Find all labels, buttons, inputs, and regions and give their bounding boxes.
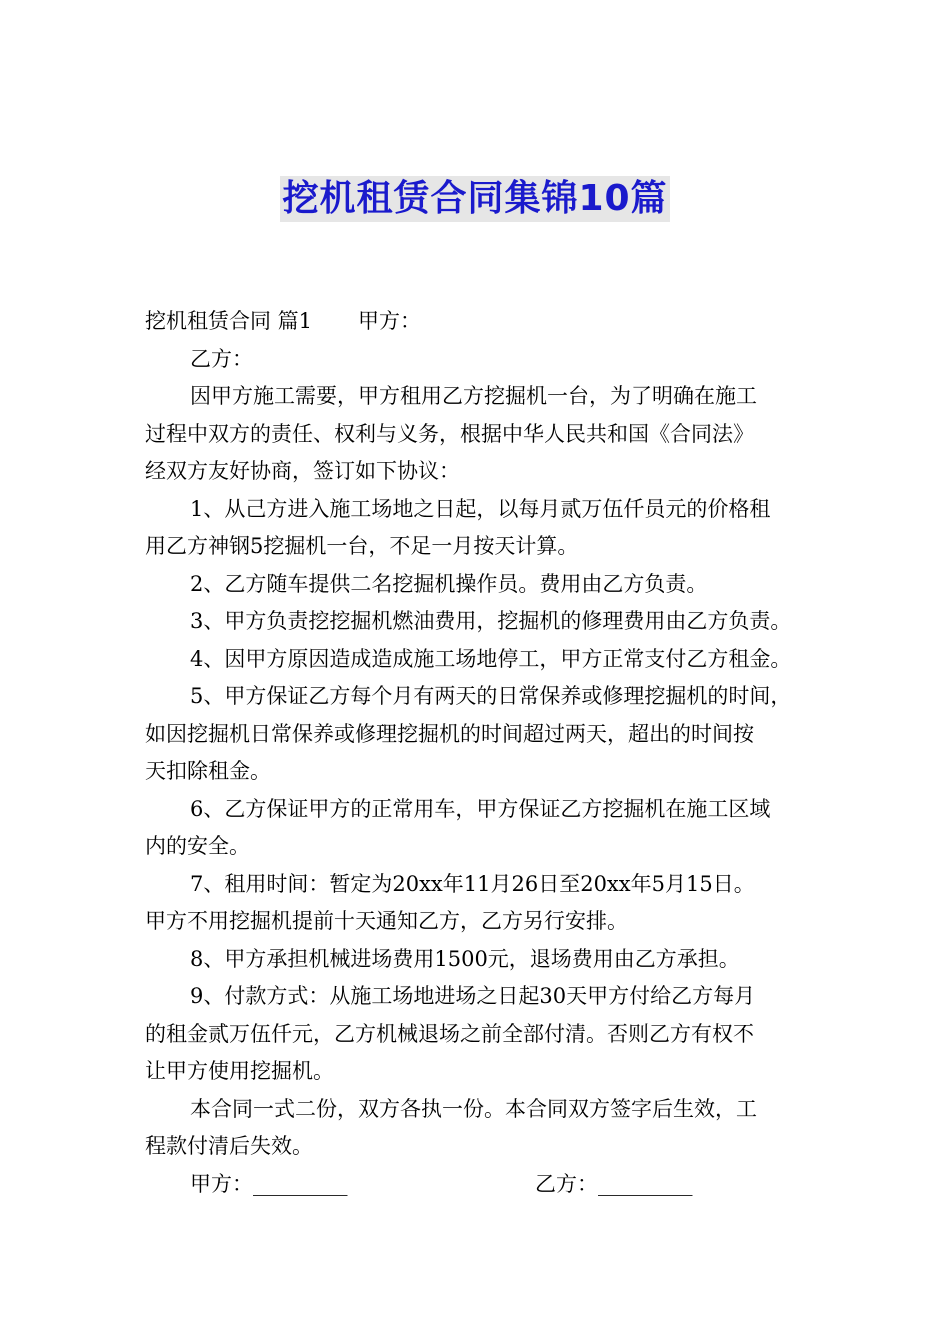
- text-line: 3、甲方负责挖挖掘机燃油费用，挖掘机的修理费用由乙方负责。: [190, 609, 792, 633]
- section-heading: 挖机租赁合同 篇1: [145, 309, 313, 333]
- text-line: 4、因甲方原因造成造成施工场地停工，甲方正常支付乙方租金。: [190, 646, 792, 671]
- document-body: [145, 303, 813, 1203]
- text-line: 7、租用时间：暂定为20xx年11月26日至20xx年5月15日。: [190, 871, 755, 896]
- text-line: 让甲方使用挖掘机。: [145, 1059, 334, 1083]
- text-line: 6、乙方保证甲方的正常用车，甲方保证乙方挖掘机在施工区域: [190, 796, 771, 821]
- text-line: 因甲方施工需要，甲方租用乙方挖掘机一台，为了明确在施工: [190, 384, 757, 408]
- first-line: [145, 303, 813, 341]
- text-line: 甲方不用挖掘机提前十天通知乙方，乙方另行安排。: [145, 909, 628, 933]
- signature-party-a: 甲方：_________: [190, 1171, 348, 1196]
- text-line: 天扣除租金。: [145, 759, 271, 783]
- text-line: 5、甲方保证乙方每个月有两天的日常保养或修理挖掘机的时间，: [190, 684, 792, 708]
- text-line: 9、付款方式：从施工场地进场之日起30天甲方付给乙方每月: [190, 984, 756, 1008]
- text-line: 经双方友好协商，签订如下协议：: [145, 459, 460, 483]
- text-line: 2、乙方随车提供二名挖掘机操作员。费用由乙方负责。: [190, 571, 708, 596]
- title-container: [0, 176, 950, 222]
- signature-row: [145, 1166, 813, 1204]
- text-line: 乙方：: [190, 346, 253, 371]
- text-line: 内的安全。: [145, 834, 250, 858]
- party-a-label: 甲方：: [358, 309, 422, 333]
- text-line: 8、甲方承担机械进场费用1500元，退场费用由乙方承担。: [190, 946, 740, 971]
- document-title: 挖机租赁合同集锦10篇: [280, 176, 669, 222]
- text-line: 如因挖掘机日常保养或修理挖掘机的时间超过两天，超出的时间按: [145, 721, 754, 746]
- text-line: 本合同一式二份，双方各执一份。本合同双方签字后生效，工: [190, 1096, 757, 1121]
- text-line: 过程中双方的责任、权利与义务，根据中华人民共和国《合同法》: [145, 421, 754, 446]
- text-line: 程款付清后失效。: [145, 1134, 313, 1158]
- text-line: 用乙方神钢5挖掘机一台，不足一月按天计算。: [145, 534, 579, 558]
- text-line: 的租金贰万伍仟元，乙方机械退场之前全部付清。否则乙方有权不: [145, 1021, 754, 1046]
- text-line: 1、从己方进入施工场地之日起，以每月贰万伍仟员元的价格租: [190, 496, 771, 521]
- contract-lines: [145, 341, 813, 1166]
- signature-party-b: 乙方：_________: [535, 1171, 693, 1196]
